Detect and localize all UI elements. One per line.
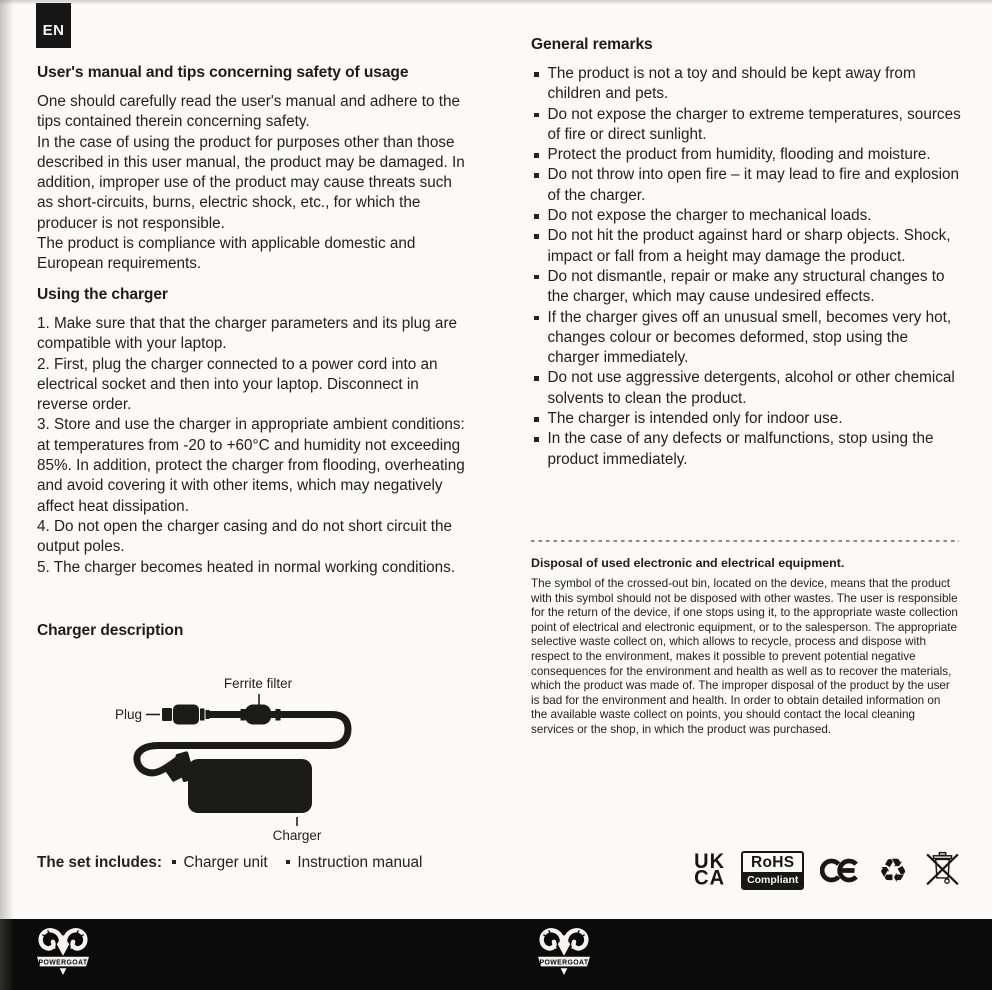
plug-icon — [162, 705, 210, 725]
rohs-top-label: RoHS — [743, 853, 802, 873]
remark-item — [531, 226, 961, 267]
usage-paragraph: The product is compliance with applicable domestic and European requirements. — [37, 235, 416, 273]
ukca-line2: CA — [694, 865, 726, 889]
charger-step: 3. Store and use the charger in appropriate ambient conditions: at temperatures from -20 to +60°C and humidity not exceeding 85%. In addition, protect the charger from flooding, overheating and avoid covering it with other items, which may negatively affect heat dissipation. — [37, 416, 465, 515]
set-includes-item — [286, 854, 423, 872]
set-includes-item — [172, 854, 268, 872]
bullet-square-icon — [534, 316, 539, 321]
set-includes-items — [172, 854, 436, 872]
remark-text: The product is not a toy and should be kept away from children and pets. — [547, 65, 916, 103]
charger-diagram — [37, 650, 467, 850]
bullet-square-icon — [534, 214, 539, 219]
charger-step: 1. Make sure that that the charger parameters and its plug are compatible with your laptop. — [37, 315, 458, 353]
remark-text: The charger is intended only for indoor use. — [547, 410, 843, 428]
remark-item — [531, 165, 961, 206]
powergoat-logo — [535, 926, 593, 976]
remark-item — [531, 308, 961, 369]
remark-item — [531, 409, 961, 429]
usage-safety-paragraphs — [37, 92, 469, 275]
remark-text: Do not expose the charger to mechanical loads. — [547, 207, 872, 225]
powergoat-logo — [34, 926, 92, 976]
ce-mark-icon — [820, 857, 862, 884]
bullet-square-icon — [286, 860, 291, 865]
charger-step: 4. Do not open the charger casing and do not short circuit the output poles. — [37, 517, 452, 556]
usage-safety-title: User's manual and tips concerning safety of usage — [37, 64, 409, 81]
set-includes-label: The set includes: — [37, 854, 162, 871]
remark-text: Do not use aggressive detergents, alcohol or other chemical solvents to clean the product. — [547, 369, 955, 407]
rohs-bottom-label: Compliant — [743, 873, 802, 888]
remark-text: Do not expose the charger to extreme temperatures, sources of fire or direct sunlight. — [547, 105, 961, 143]
remark-text: Do not hit the product against hard or sharp objects. Shock, impact or fall from a height may damage the product. — [547, 227, 951, 265]
section-disposal — [531, 540, 959, 738]
general-remarks-list — [531, 64, 961, 470]
recycling-symbol-icon: ♻ — [878, 850, 908, 890]
bullet-square-icon — [172, 860, 177, 865]
ferrite-filter-label: Ferrite filter — [223, 676, 293, 691]
powergoat-banner-text: POWERGOAT — [539, 959, 589, 967]
bullet-square-icon — [534, 234, 539, 239]
remark-item — [531, 368, 961, 409]
section-charger-description — [37, 622, 469, 850]
set-includes-item-text: Charger unit — [183, 854, 268, 871]
using-charger-steps — [37, 314, 469, 578]
bullet-square-icon — [534, 275, 539, 280]
remark-text: Protect the product from humidity, flooding and moisture. — [547, 146, 931, 164]
section-general-remarks — [531, 36, 961, 470]
powergoat-banner-text: POWERGOAT — [38, 959, 88, 967]
bullet-square-icon — [534, 437, 539, 442]
charger-label: Charger — [272, 828, 322, 843]
certification-logos — [531, 841, 961, 899]
footer-bar — [0, 919, 992, 990]
usage-paragraph: One should carefully read the user's manual and adhere to the tips contained therein concerning safety. — [37, 93, 461, 131]
bullet-square-icon — [534, 173, 539, 178]
using-charger-title: Using the charger — [37, 286, 168, 303]
charger-description-title: Charger description — [37, 622, 184, 639]
ukca-mark — [694, 849, 726, 889]
set-includes-item-text: Instruction manual — [297, 854, 423, 871]
remark-item — [531, 105, 961, 146]
weee-bin-icon — [924, 849, 961, 892]
disposal-title: Disposal of used electronic and electrical equipment. — [531, 556, 845, 570]
usage-paragraph: In the case of using the product for purposes other than those described in this user manual, the product may be damaged. In addition, improper use of the product may cause threats such as short-circuits, burns, electric shock, etc., for which the producer is not responsible. — [37, 133, 465, 232]
ukca-line1: UK — [694, 849, 726, 873]
plug-label: Plug — [114, 707, 142, 722]
dashed-divider — [531, 540, 959, 542]
general-remarks-title: General remarks — [531, 36, 653, 53]
bullet-square-icon — [534, 72, 539, 77]
rohs-mark — [741, 851, 804, 890]
charger-step: 2. First, plug the charger connected to a power cord into an electrical socket and then into your laptop. Disconnect in reverse order. — [37, 355, 438, 414]
bullet-square-icon — [534, 417, 539, 422]
bullet-square-icon — [534, 153, 539, 158]
charger-brick — [188, 759, 312, 813]
remark-text: Do not dismantle, repair or make any structural changes to the charger, which may cause undesired effects. — [547, 267, 945, 306]
set-includes-line — [37, 854, 477, 872]
remark-item — [531, 64, 961, 105]
remark-item — [531, 145, 961, 165]
remark-item — [531, 206, 961, 226]
remark-text: If the charger gives off an unusual smell, becomes very hot, changes colour or becomes deformed, stop using the charger immediately. — [547, 308, 952, 367]
language-badge-label: EN — [42, 22, 65, 39]
bullet-square-icon — [534, 113, 539, 118]
remark-item — [531, 267, 961, 308]
charger-step: 5. The charger becomes heated in normal working conditions. — [37, 558, 456, 576]
remark-text: Do not throw into open fire – it may lead to fire and explosion of the charger. — [547, 166, 960, 204]
disposal-body: The symbol of the crossed-out bin, located on the device, means that the product with this symbol should not be disposed with other wastes. The user is responsible for the return of the device, if one stops using it, to the appropriate waste collection point of electrical and electronic equipment, or to the salesperson. The appropriate selective waste collect on, which allows to recycle, process and dispose with respect to the environment, makes it possible to prevent potential negative consequences for the environment and health as well as to recover the materials, which the product was made of. The improper disposal of the product by the user is bad for the environment and health. In order to obtain detailed information on the available waste collect on points, you should contact the local cleaning services or the shop, in which the product was purchased. — [531, 577, 958, 736]
language-badge — [36, 3, 71, 48]
remark-text: In the case of any defects or malfunctions, stop using the product immediately. — [547, 430, 934, 468]
section-using-charger — [37, 286, 469, 578]
remark-item — [531, 429, 961, 470]
section-usage-safety — [37, 64, 469, 275]
bullet-square-icon — [534, 376, 539, 381]
